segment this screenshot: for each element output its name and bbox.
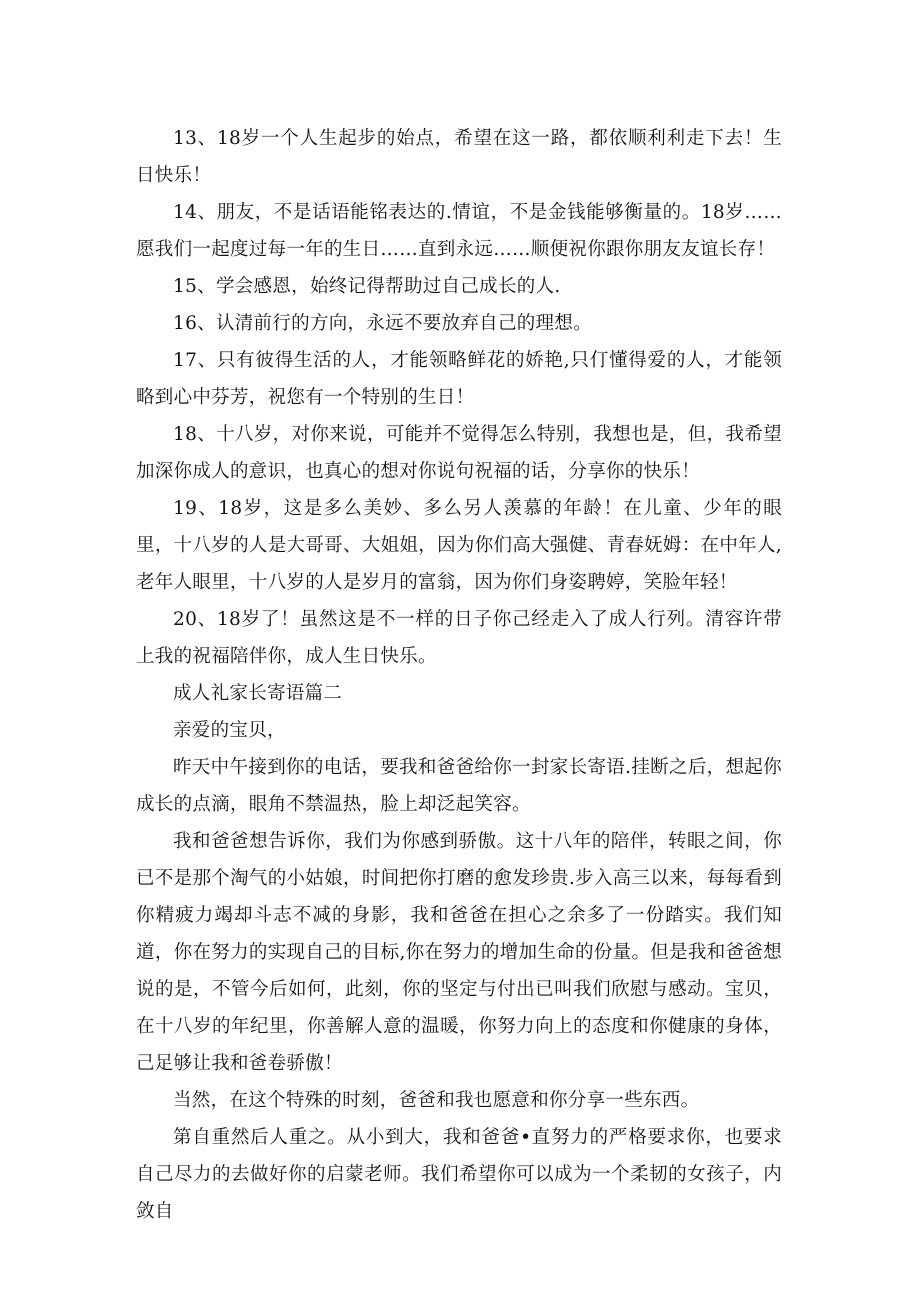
wish-18: 18、十八岁，对你来说，可能并不觉得怎么特别，我想也是，但，我希望加深你成人的意识，也真心的想对你说句祝福的话，分享你的快乐！ [136, 424, 782, 482]
wish-14: 14、朋友，不是话语能铭表达的.情谊，不是金钱能够衡量的。18岁……愿我们一起度过每一年的生日……直到永远……顺便祝你跟你朋友友谊长存！ [136, 202, 782, 260]
letter-paragraph-2: 我和爸爸想告诉你，我们为你感到骄傲。这十八年的陪伴，转眼之间，你已不是那个淘气的小姑娘，时间把你打磨的愈发珍贵.步入高三以来，每每看到你精疲力竭却斗志不减的身影，我和爸爸在担心之余多了一份踏实。我们知道，你在努力的实现自己的目标,你在努力的增加生命的份量。但是我和爸爸想说的是，不管今后如何，此刻，你的坚定与付出已叫我们欣慰与感动。宝贝，在十八岁的年纪里，你善解人意的温暖，你努力向上的态度和你健康的身体，己足够让我和爸卷骄傲！ [136, 831, 782, 1074]
wish-19: 19、18岁，这是多么美妙、多么另人羡慕的年龄！在儿童、少年的眼里，十八岁的人是大哥哥、大姐姐，因为你们高大强健、青春妩姆：在中年人,老年人眼里，十八岁的人是岁月的富翁，因为你们身姿聘婷，笑脸年轻！ [136, 498, 782, 593]
letter-paragraph-1: 昨天中午接到你的电话，要我和爸爸给你一封家长寄语.挂断之后，想起你成长的点滴，眼角不禁温热，脸上却泛起笑容。 [136, 757, 782, 815]
letter-paragraph-4: 第自重然后人重之。从小到大，我和爸爸•直努力的严格要求你，也要求自己尽力的去做好你的启蒙老师。我们希望你可以成为一个柔韧的女孩子，内敛自 [136, 1127, 782, 1222]
document-body [136, 120, 782, 1230]
wish-13: 13、18岁一个人生起步的始点，希望在这一路，都依顺利利走下去！生日快乐！ [136, 128, 782, 186]
letter-paragraph-3: 当然，在这个特殊的时刻，爸爸和我也愿意和你分享一些东西。 [173, 1090, 700, 1111]
salutation: 亲爱的宝贝， [173, 720, 286, 741]
wish-16: 16、认清前行的方向，永远不要放弃自己的理想。 [173, 313, 592, 334]
wish-15: 15、学会感恩，始终记得帮助过自己成长的人. [173, 276, 561, 297]
section-title: 成人礼家长寄语篇二 [173, 683, 343, 704]
wish-20: 20、18岁了！虽然这是不一样的日子你己经走入了成人行列。清容许带上我的祝福陪伴你，成人生日快乐。 [136, 609, 782, 667]
wish-17: 17、只有彼得生活的人，才能领略鲜花的娇艳,只仃懂得爱的人，才能领略到心中芬芳，祝您有一个特别的生日！ [136, 350, 782, 408]
